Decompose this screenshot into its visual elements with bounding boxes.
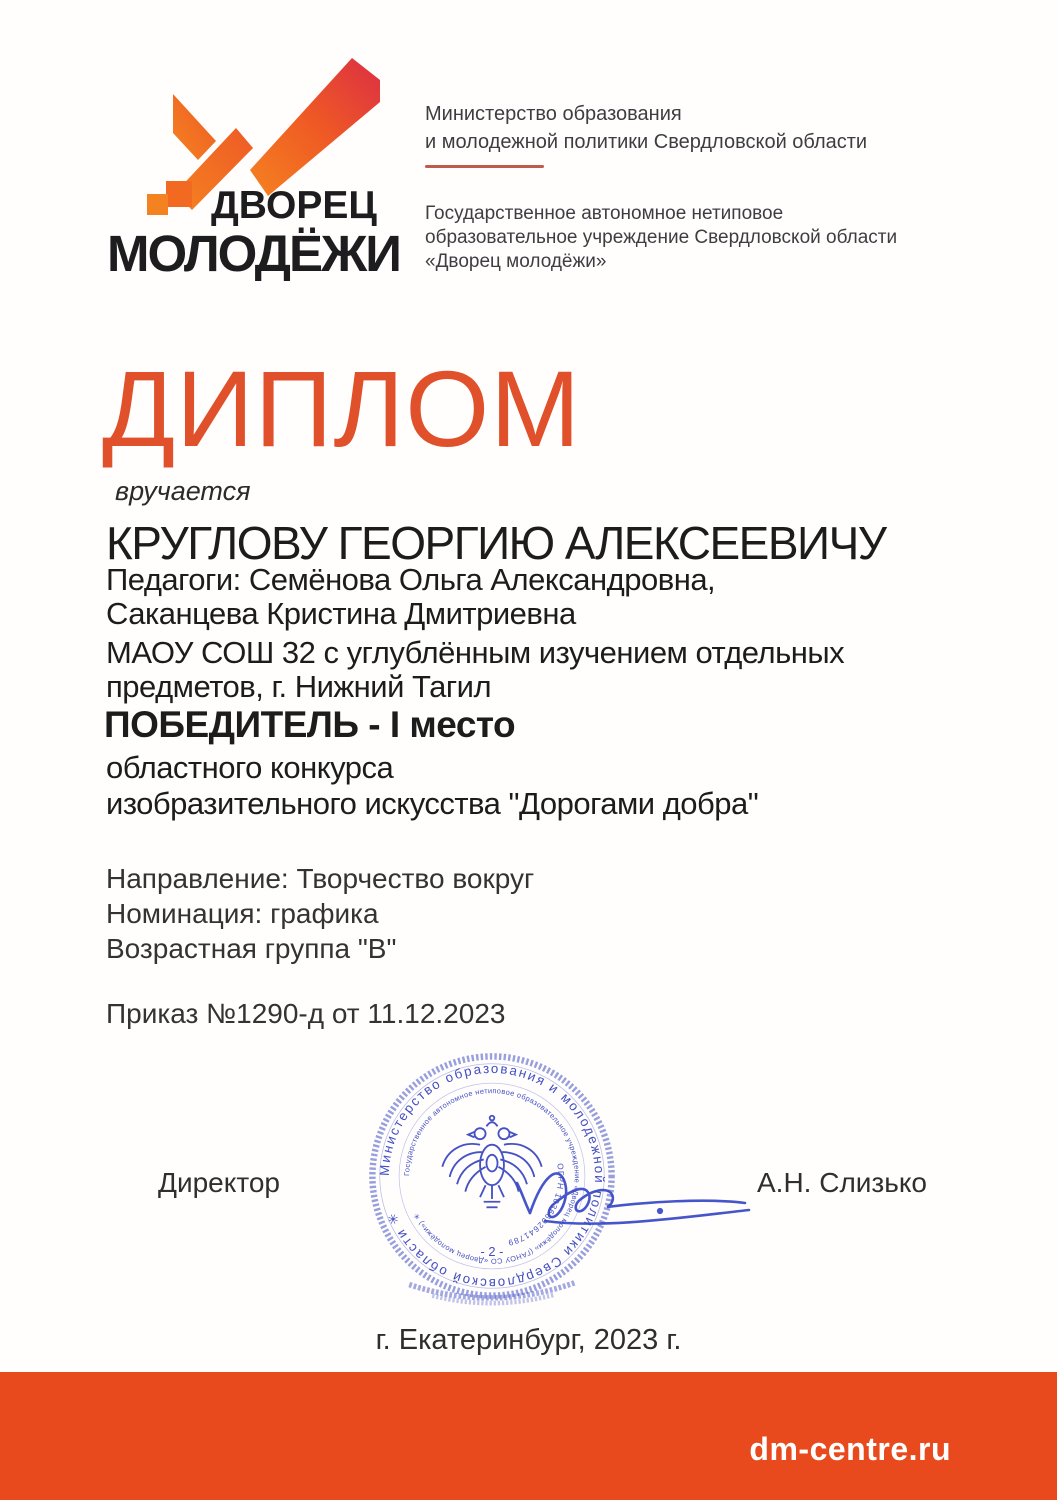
place-date-line: г. Екатеринбург, 2023 г. xyxy=(375,1324,682,1356)
organization-line3: «Дворец молодёжи» xyxy=(425,251,607,272)
diploma-title: ДИПЛОМ xyxy=(102,348,582,469)
school-block xyxy=(106,636,844,704)
contest-block xyxy=(106,750,758,822)
stamp-ring-outer-text: Министерство образования и молодежной политики Свердловской области ✳ xyxy=(376,1060,608,1292)
signature-scribble xyxy=(515,1125,765,1235)
logo-wordmark-line2: МОЛОДЁЖИ xyxy=(107,225,400,282)
teachers-line1: Педагоги: Семёнова Ольга Александровна, xyxy=(106,562,716,597)
stamp-ogrn-text: ОГРН 1036602641789 xyxy=(506,1162,566,1248)
ministry-line1: Министерство образования xyxy=(425,103,682,125)
nomination-line: Номинация: графика xyxy=(106,898,379,929)
header-divider xyxy=(425,165,544,168)
age-group-line: Возрастная группа "В" xyxy=(106,933,397,964)
direction-line: Направление: Творчество вокруг xyxy=(106,863,535,894)
award-details-block xyxy=(106,861,534,966)
director-name: А.Н. Слизько xyxy=(757,1167,927,1198)
logo-wordmark-line1: ДВОРЕЦ xyxy=(211,184,377,227)
website-text: dm-centre.ru xyxy=(749,1431,951,1467)
organization-line1: Государственное автономное нетиповое xyxy=(425,203,784,224)
contest-line1: областного конкурса xyxy=(106,750,394,785)
organization-line2: образовательное учреждение Свердловской области xyxy=(425,227,898,248)
awarded-to-label: вручается xyxy=(115,476,251,506)
organization-block xyxy=(425,202,897,274)
order-line: Приказ №1290-д от 11.12.2023 xyxy=(106,998,506,1029)
stamp-ring-inner-text: Государственное автономное нетиповое образовательное учреждение «Дворец молодёжи» (ГАНОУ СО «Дворец молодёжи») ✳ xyxy=(402,1086,582,1266)
contest-line2: изобразительного искусства "Дорогами добра" xyxy=(106,786,759,821)
stamp-center-number: - 2 - xyxy=(480,1244,504,1260)
director-label: Директор xyxy=(158,1167,280,1198)
ministry-line2: и молодежной политики Свердловской области xyxy=(425,131,868,153)
ministry-block xyxy=(425,100,867,156)
school-line2: предметов, г. Нижний Тагил xyxy=(106,669,492,704)
award-result: ПОБЕДИТЕЛЬ - I место xyxy=(104,704,516,745)
teachers-line2: Саканцева Кристина Дмитриевна xyxy=(106,596,576,631)
school-line1: МАОУ СОШ 32 с углублённым изучением отдельных xyxy=(106,635,845,670)
recipient-name: КРУГЛОВУ ГЕОРГИЮ АЛЕКСЕЕВИЧУ xyxy=(106,517,886,569)
teachers-block xyxy=(106,563,715,631)
